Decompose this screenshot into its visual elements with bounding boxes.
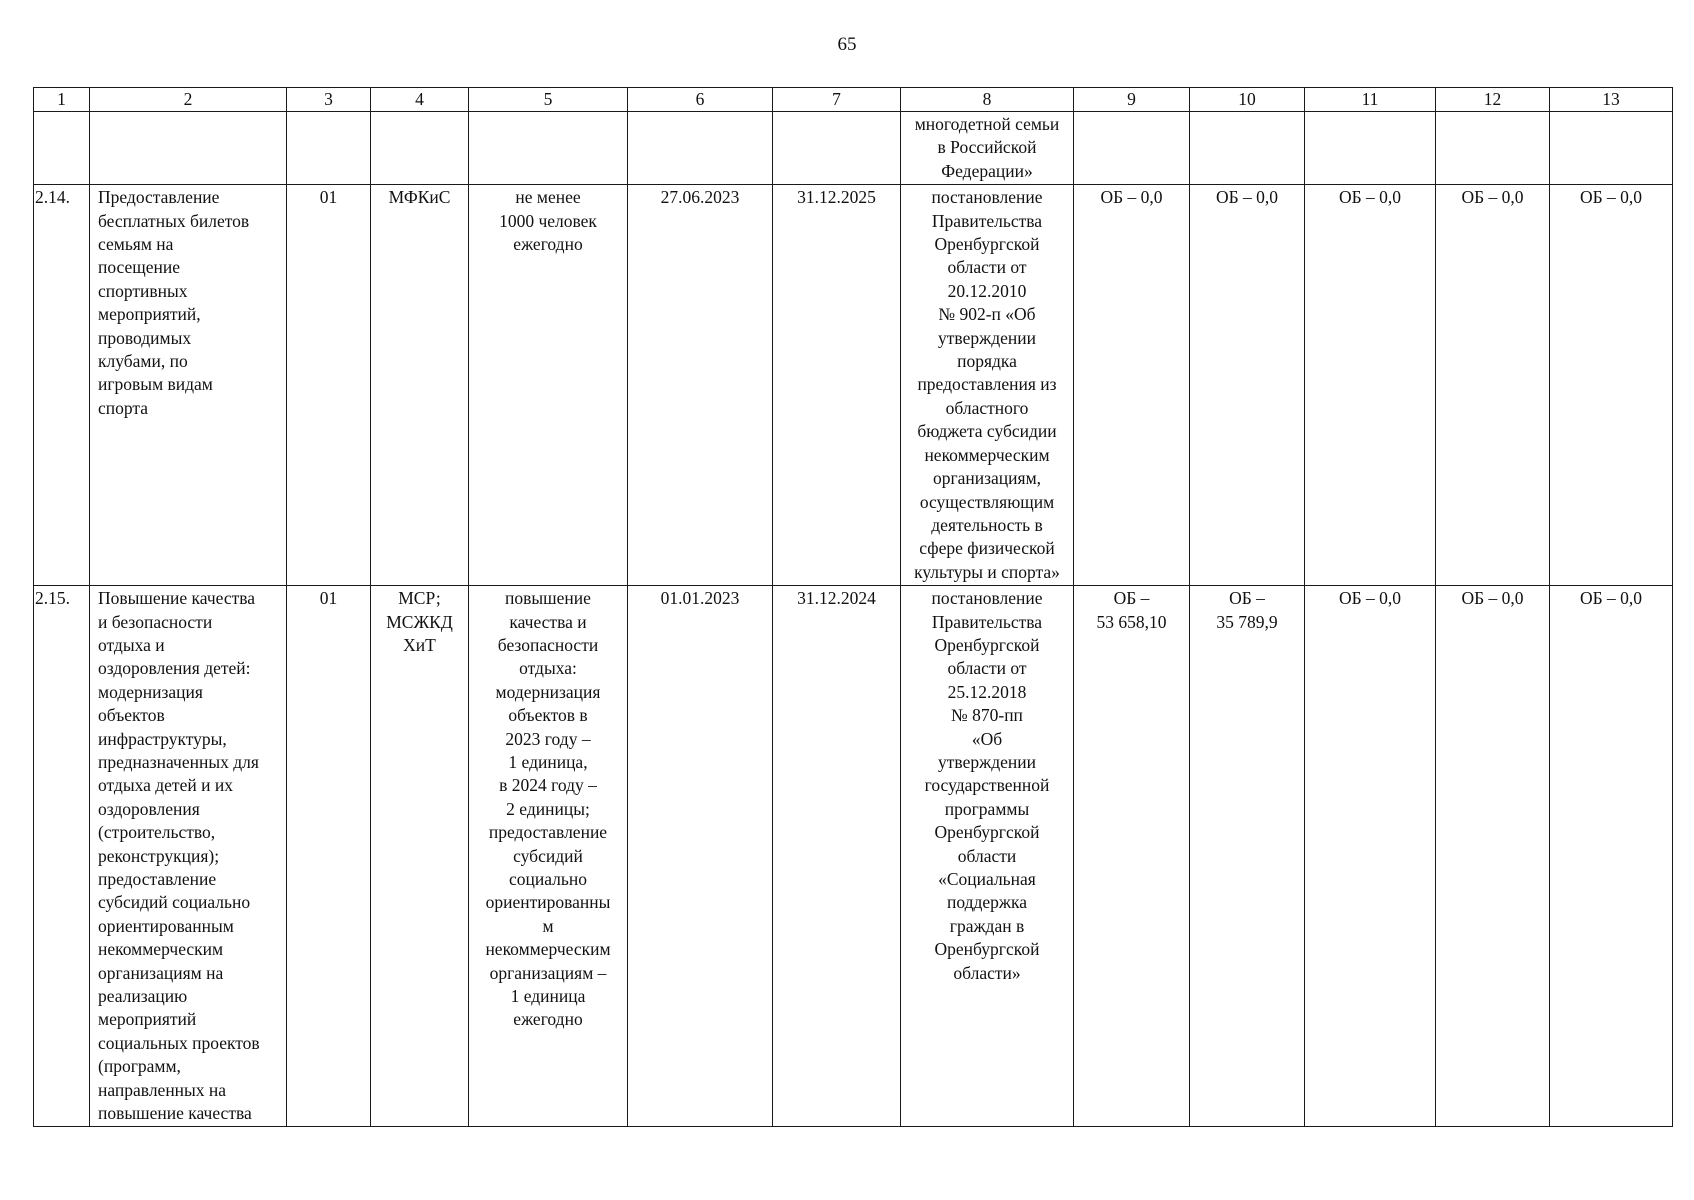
cell-line: постановление [931,187,1043,208]
column-header-2: 2 [90,88,287,112]
cell-line: спорта [98,397,149,418]
cell-line: проводимых [98,327,192,348]
cell-line: ХиТ [403,634,436,655]
cell-line: мероприятий [98,1009,197,1030]
cell-line: области от [947,257,1027,278]
cell-line: № 870-пп [951,705,1023,726]
cell-line: ОБ – 0,0 [1461,588,1524,609]
cell-line: реализацию [98,986,188,1007]
cell-line: культуры и спорта» [914,561,1060,582]
cell-col-11 [1305,185,1436,586]
column-header-8: 8 [901,88,1074,112]
cell-line: ОБ – 0,0 [1338,187,1402,208]
cell-col-11 [1305,112,1436,185]
cell-line: (программ, [98,1056,181,1077]
cell-line: м [542,915,554,936]
cell-col-3: 01 [287,586,371,1127]
cell-line: государственной [924,775,1050,796]
cell-line: предоставления из [917,374,1057,395]
column-header-12: 12 [1436,88,1550,112]
cell-col-4 [371,185,469,586]
cell-line: порядка [957,351,1017,372]
cell-line: 2023 году – [505,728,591,749]
cell-line: отдыха: [519,658,577,679]
cell-line: некоммерческим [924,444,1050,465]
cell-line: программы [944,798,1030,819]
cell-line: субсидий [513,845,583,866]
cell-line: постановление [931,588,1043,609]
cell-col-13 [1550,112,1673,185]
cell-line: 2 единицы; [506,798,590,819]
cell-line: повышение [505,588,591,609]
cell-line: модернизация [98,681,203,702]
cell-col-13 [1550,185,1673,586]
cell-col-10 [1190,185,1305,586]
cell-col-6: 01.01.2023 [628,586,773,1127]
cell-line: бюджета субсидии [917,421,1057,442]
cell-line: ОБ – 0,0 [1461,187,1524,208]
cell-line: оздоровления [98,798,200,819]
cell-col-8 [901,185,1074,586]
cell-col-4 [371,112,469,185]
activities-table [33,87,1673,1127]
cell-line: Оренбургской [934,634,1040,655]
cell-line: Оренбургской [934,234,1040,255]
cell-col-12 [1436,586,1550,1127]
cell-col-8 [901,112,1074,185]
cell-line: предназначенных для [98,751,259,772]
column-header-10: 10 [1190,88,1305,112]
cell-line: повышение качества [98,1103,252,1124]
cell-line: отдыха и [98,634,165,655]
cell-col-10 [1190,586,1305,1127]
cell-line: Оренбургской [934,939,1040,960]
cell-col-6 [628,112,773,185]
cell-line: 53 658,10 [1096,611,1167,632]
cell-col-5 [469,112,628,185]
cell-line: Федерации» [941,160,1033,181]
cell-line: социальных проектов [98,1032,260,1053]
cell-line: «Социальная [938,869,1036,889]
column-header-6: 6 [628,88,773,112]
cell-line: бесплатных билетов [98,210,250,231]
cell-col-7: 31.12.2025 [773,185,901,586]
cell-line: семьям на [98,234,174,255]
cell-line: 35 789,9 [1216,611,1278,632]
cell-line: МСЖКД [386,611,453,632]
cell-line: Правительства [931,611,1043,632]
cell-line: ОБ – [1113,588,1150,609]
cell-line: многодетной семьи [914,114,1060,134]
cell-col-9 [1074,586,1190,1127]
cell-line: организациям – [489,962,607,983]
cell-line: мероприятий, [98,304,201,325]
column-header-13: 13 [1550,88,1673,112]
column-header-3: 3 [287,88,371,112]
cell-col-12 [1436,185,1550,586]
continuation-row [34,112,1673,185]
cell-line: объектов [98,705,165,726]
cell-line: 25.12.2018 [947,681,1027,702]
cell-line: № 902-п «Об [938,304,1036,325]
cell-line: спортивных [98,280,188,301]
cell-line: Правительства [931,210,1043,231]
cell-line: объектов в [508,705,588,726]
cell-line: утверждении [938,327,1036,348]
table-row [34,185,1673,586]
cell-col-4 [371,586,469,1127]
cell-line: осуществляющим [919,491,1055,512]
cell-line: посещение [98,257,181,278]
cell-line: «Об [971,728,1003,749]
cell-col-9 [1074,185,1190,586]
cell-line: предоставление [98,869,217,889]
cell-line: поддержка [946,892,1028,913]
cell-line: ОБ – [1229,588,1265,609]
cell-line: МСР; [398,588,441,609]
cell-col-2 [90,586,287,1127]
cell-line: Повышение качества [98,588,256,609]
cell-line: Предоставление [98,187,220,208]
cell-col-11 [1305,586,1436,1127]
cell-line: в Российской [937,137,1037,158]
cell-line: ОБ – 0,0 [1100,187,1163,208]
cell-col-7 [773,112,901,185]
cell-col-6: 27.06.2023 [628,185,773,586]
cell-line: клубами, по [98,351,188,372]
cell-line: области от [947,658,1027,679]
cell-line: направленных на [98,1079,227,1100]
cell-line: граждан в [949,915,1025,936]
table-body [34,88,1673,1127]
cell-line: МФКиС [388,187,451,208]
cell-line: областного [945,397,1029,418]
cell-line: инфраструктуры, [98,728,227,749]
cell-col-3: 01 [287,185,371,586]
page-number: 65 [837,34,857,55]
cell-line: некоммерческим [98,939,224,960]
cell-line: в 2024 году – [499,775,597,796]
cell-col-10 [1190,112,1305,185]
cell-col-5 [469,185,628,586]
cell-line: игровым видам [98,374,213,395]
cell-col-7: 31.12.2024 [773,586,901,1127]
cell-line: безопасности [497,634,599,655]
cell-line: деятельность в [931,514,1043,535]
cell-line: 1 единица [510,986,586,1007]
cell-line: утверждении [938,751,1036,772]
cell-col-1: 2.14. [34,185,90,586]
cell-col-2 [90,185,287,586]
cell-line: 1 единица, [508,751,588,772]
cell-line: ОБ – 0,0 [1215,187,1279,208]
cell-line: ОБ – 0,0 [1579,187,1643,208]
cell-line: качества и [509,611,587,632]
cell-line: Оренбургской [934,822,1040,843]
column-header-1: 1 [34,88,90,112]
cell-line: ориентированным [98,915,234,936]
cell-line: сфере физической [919,538,1055,559]
cell-col-2 [90,112,287,185]
cell-line: некоммерческим [485,939,611,960]
cell-line: ориентированны [485,892,611,913]
column-header-9: 9 [1074,88,1190,112]
cell-line: оздоровления детей: [98,658,251,679]
cell-line: 20.12.2010 [947,280,1027,301]
cell-line: не менее [515,187,581,208]
cell-line: и безопасности [98,611,213,632]
cell-col-8 [901,586,1074,1127]
column-header-4: 4 [371,88,469,112]
cell-line: ОБ – 0,0 [1338,588,1402,609]
cell-line: реконструкция); [98,845,220,866]
header-row [34,88,1673,112]
cell-line: (строительство, [98,822,216,843]
cell-line: области [957,845,1017,866]
cell-col-9 [1074,112,1190,185]
cell-line: ежегодно [513,234,583,255]
cell-line: 1000 человек [499,210,597,231]
cell-line: области» [953,962,1021,983]
cell-line: предоставление [488,822,608,843]
column-header-11: 11 [1305,88,1436,112]
cell-line: субсидий социально [98,892,251,913]
cell-line: отдыха детей и их [98,775,233,796]
cell-line: организациям на [98,962,224,983]
cell-line: организациям, [932,468,1042,489]
cell-line: модернизация [495,681,601,702]
cell-line: ежегодно [513,1009,583,1030]
cell-line: социально [509,869,587,889]
column-header-7: 7 [773,88,901,112]
table-row [34,586,1673,1127]
cell-col-12 [1436,112,1550,185]
cell-line: ОБ – 0,0 [1579,588,1643,609]
cell-col-3 [287,112,371,185]
cell-col-1: 2.15. [34,586,90,1127]
cell-col-5 [469,586,628,1127]
column-header-5: 5 [469,88,628,112]
cell-col-1 [34,112,90,185]
cell-col-13 [1550,586,1673,1127]
